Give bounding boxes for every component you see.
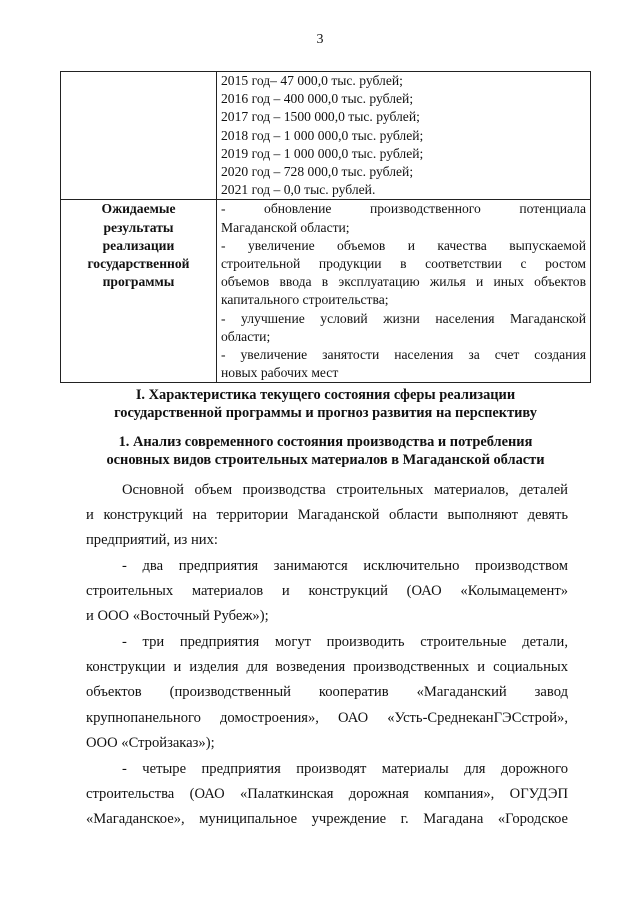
funding-line: 2021 год – 0,0 тыс. рублей.	[221, 182, 376, 198]
results-label-cell	[61, 200, 217, 383]
results-line: области;	[221, 328, 271, 344]
paragraph-line: предприятий, из них:	[86, 532, 218, 549]
paragraph-line: объектов (производственный кооператив «Магаданский завод	[86, 684, 568, 701]
section-heading-line: государственной программы и прогноз развития на перспективу	[114, 405, 537, 421]
paragraph-line: конструкции и изделия для возведения производственных и социальных	[86, 659, 568, 676]
subsection-heading-line: 1. Анализ современного состояния производства и потребления	[118, 434, 533, 450]
results-cell	[217, 200, 591, 383]
paragraph-line: крупнопанельного домостроения», ОАО «Усть-СреднеканГЭСстрой»,	[86, 709, 568, 726]
results-label-line: государственной	[87, 256, 190, 272]
paragraph-line: строительства (ОАО «Палаткинская дорожная компания», ОГУДЭП	[86, 786, 568, 803]
paragraph-line: и конструкций на территории Магаданской области выполняют девять	[86, 507, 568, 524]
empty-label-cell	[61, 72, 217, 200]
funding-line: 2016 год – 400 000,0 тыс. рублей;	[221, 91, 414, 107]
funding-line: 2020 год – 728 000,0 тыс. рублей;	[221, 164, 414, 180]
results-label-line: реализации	[102, 237, 175, 253]
results-line: - увеличение занятости населения за счет создания	[221, 347, 586, 363]
funding-line: 2019 год – 1 000 000,0 тыс. рублей;	[221, 145, 424, 161]
paragraph-line: ООО «Стройзаказ»);	[86, 734, 215, 751]
subsection-heading	[60, 433, 591, 469]
results-line: строительной продукции в соответствии с ростом	[221, 256, 586, 272]
funding-line: 2018 год – 1 000 000,0 тыс. рублей;	[221, 127, 424, 143]
funding-cell	[217, 72, 591, 200]
section-heading-line: I. Характеристика текущего состояния сферы реализации	[135, 387, 516, 403]
subsection-heading-line: основных видов строительных материалов в Магаданской области	[106, 452, 545, 468]
body-paragraph	[86, 757, 568, 833]
body-paragraph	[86, 478, 568, 554]
paragraph-line: - три предприятия могут производить строительные детали,	[122, 634, 568, 650]
paragraph-line: - два предприятия занимаются исключительно производством	[122, 558, 568, 574]
results-label-line: результаты	[103, 219, 174, 235]
results-line: новых рабочих мест	[221, 365, 339, 381]
paragraph-line: «Магаданское», муниципальное учреждение г. Магадана «Городское	[86, 811, 568, 828]
paragraph-line: строительных материалов и конструкций (ОАО «Колымацемент»	[86, 583, 568, 600]
funding-line: 2015 год– 47 000,0 тыс. рублей;	[221, 73, 403, 88]
results-line: - улучшение условий жизни населения Магаданской	[221, 310, 586, 326]
paragraph-line: - четыре предприятия производят материалы для дорожного	[122, 761, 568, 777]
body-paragraph	[86, 554, 568, 630]
paragraph-line: Основной объем производства строительных материалов, деталей	[122, 482, 568, 498]
results-line: объемов ввода в эксплуатацию жилья и иных объектов	[221, 274, 586, 290]
results-row	[61, 200, 591, 383]
funding-line: 2017 год – 1500 000,0 тыс. рублей;	[221, 109, 420, 125]
results-line: Магаданской области;	[221, 219, 350, 235]
results-label-line: Ожидаемые	[101, 201, 176, 217]
results-line: - увеличение объемов и качества выпускаемой	[221, 237, 586, 253]
results-label-line: программы	[102, 274, 175, 290]
paragraph-line: и ООО «Восточный Рубеж»);	[86, 608, 269, 625]
program-passport-table	[60, 71, 591, 383]
page-number: 3	[316, 32, 324, 47]
results-line: капитального строительства;	[221, 292, 389, 308]
section-heading	[60, 386, 591, 422]
body-paragraph	[86, 630, 568, 756]
funding-row	[61, 72, 591, 200]
results-line: - обновление производственного потенциала	[221, 201, 586, 217]
